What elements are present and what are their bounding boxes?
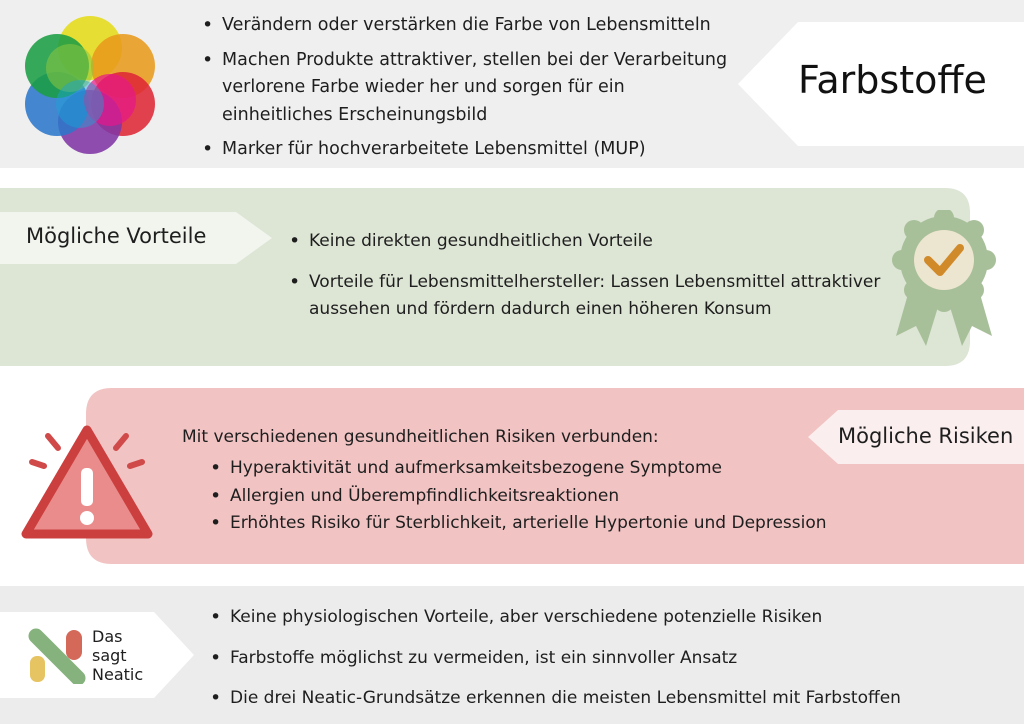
page-title: Farbstoffe [798,58,987,102]
list-item: • Erhöhtes Risiko für Sterblichkeit, arterielle Hypertonie und Depression [206,510,906,538]
vorteile-tag [0,212,272,264]
intro-bullet-list [198,12,738,171]
vorteile-label: Mögliche Vorteile [26,224,207,248]
warning-triangle-icon [14,416,160,542]
list-item: • Keine physiologischen Vorteile, aber verschiedene potenzielle Risiken [206,604,986,632]
neatic-bullet-list [206,604,986,724]
color-wheel-icon [22,12,158,154]
list-item: • Die drei Neatic-Grundsätze erkennen die meisten Lebensmittel mit Farbstoffen [206,685,986,713]
list-item: • Keine direkten gesundheitlichen Vorteile [285,228,905,256]
neatic-logo-icon [28,628,86,684]
neatic-tag [0,612,194,698]
risiken-tag [808,410,1024,464]
award-badge-check-icon [890,210,998,346]
list-item: • Machen Produkte attraktiver, stellen bei der Verarbeitung verlorene Farbe wieder her und sorgen für ein einheitliches Erscheinungsbild [198,47,738,130]
neatic-label-line: Neatic [92,665,144,684]
list-item: • Marker für hochverarbeitete Lebensmittel (MUP) [198,136,738,164]
neatic-label [92,627,143,684]
neatic-label-line: sagt [92,646,127,665]
risiken-label: Mögliche Risiken [838,424,1014,448]
risiken-intro: Mit verschiedenen gesundheitlichen Risiken verbunden: [182,427,659,447]
title-arrow-tag [738,22,1024,146]
list-item: • Hyperaktivität und aufmerksamkeitsbezogene Symptome [206,455,906,483]
list-item: • Vorteile für Lebensmittelhersteller: Lassen Lebensmittel attraktiver aussehen und fördern dadurch einen höheren Konsum [285,269,905,324]
list-item: • Allergien und Überempfindlichkeitsreaktionen [206,483,906,511]
list-item: • Verändern oder verstärken die Farbe von Lebensmitteln [198,12,738,40]
neatic-label-line: Das [92,627,123,646]
list-item: • Farbstoffe möglichst zu vermeiden, ist ein sinnvoller Ansatz [206,645,986,673]
vorteile-bullet-list [285,228,905,337]
risiken-bullet-list [206,455,906,538]
